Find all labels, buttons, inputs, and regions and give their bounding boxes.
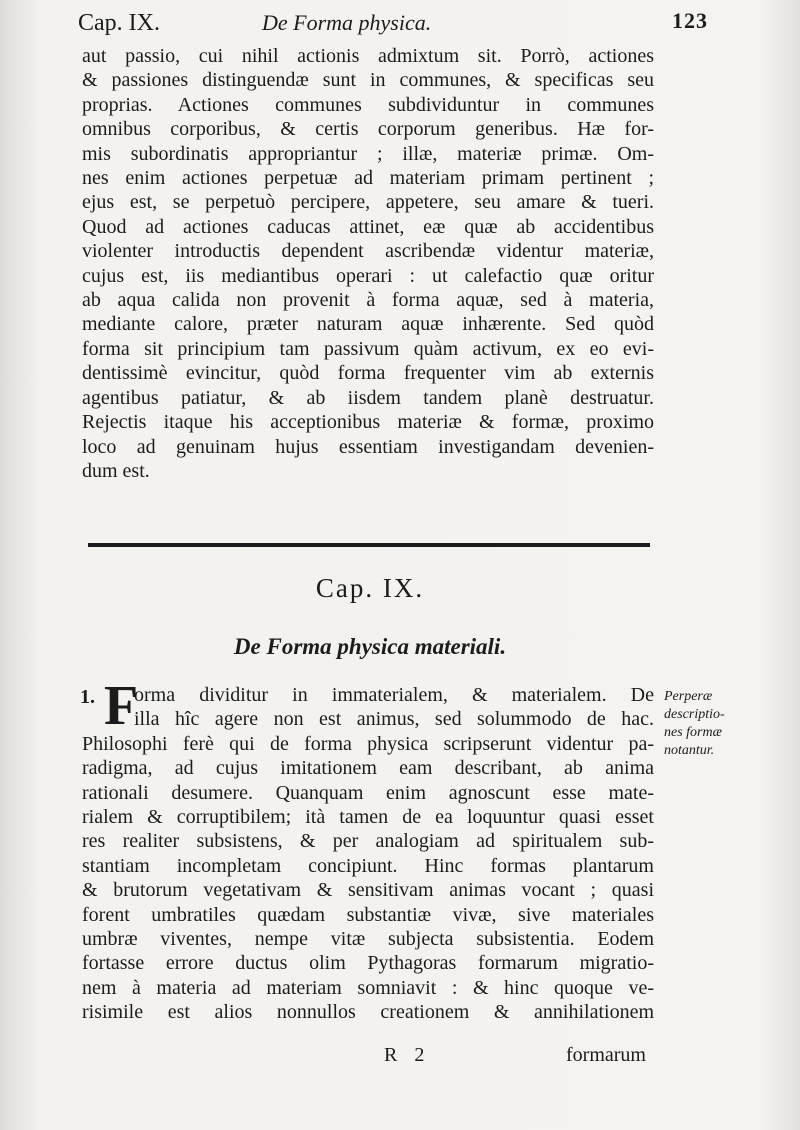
text-line: Philosophi ferè qui de forma physica scripserunt videntur pa-	[82, 732, 654, 755]
marginal-note-line: descriptio-	[664, 707, 725, 722]
text-line: fortasse errore ductus olim Pythagoras formarum migratio-	[82, 952, 654, 975]
text-line: Rejectis itaque his acceptionibus materiæ & formæ, proximo	[82, 411, 654, 434]
text-line: mis subordinatis appropriantur ; illæ, materiæ primæ. Om-	[82, 142, 654, 165]
text-line: ejus est, se perpetuò percipere, appetere, seu amare & tueri.	[82, 191, 654, 214]
section-title: De Forma physica materiali.	[233, 634, 507, 659]
text-line: stantiam incompletam concipiunt. Hinc formas plantarum	[82, 854, 654, 877]
paragraph-main	[82, 675, 654, 1025]
text-line: omnibus corporibus, & certis corporum generibus. Hæ for-	[82, 118, 654, 141]
text-line: ab aqua calida non provenit à forma aquæ, sed à materia,	[82, 289, 654, 312]
catchword: formarum	[566, 1044, 646, 1066]
chapter-divider-rule	[88, 543, 650, 547]
text-line: res realiter subsistens, & per analogiam ad spiritualem sub-	[82, 830, 654, 853]
text-line: nes enim actiones perpetuæ ad materiam primam pertinent ;	[82, 167, 654, 190]
text-line: dentissimè evincitur, quòd forma frequenter vim ab externis	[82, 362, 654, 385]
running-head-chapter: Cap. IX.	[78, 10, 160, 36]
text-line: rationali desumere. Quanquam enim agnoscunt esse mate-	[82, 781, 654, 804]
drop-cap: F	[104, 675, 139, 737]
text-line: umbræ viventes, nempe vitæ subjecta subsistentia. Eodem	[82, 928, 654, 951]
text-line: risimile est alios nonnullos creationem & annihilationem	[82, 1001, 654, 1024]
text-line: radigma, ad cujus imitationem eam describant, ab anima	[82, 757, 654, 780]
marginal-note	[664, 688, 744, 760]
text-line: violenter introductis dependent ascribendæ videntur materiæ,	[82, 240, 654, 263]
text-line: rialem & corruptibilem; ità tamen de ea loquuntur quasi esset	[82, 806, 654, 829]
text-line: & passiones distinguendæ sunt in communes, & specificas seu	[82, 69, 654, 92]
text-line: Quod ad actiones caducas attinet, eæ quæ ab accidentibus	[82, 215, 654, 238]
marginal-note-line: nes formæ	[664, 725, 722, 740]
text-line: forent umbratiles quædam substantiæ vivæ, sive materiales	[82, 903, 654, 926]
paragraph-number: 1.	[80, 686, 95, 708]
text-line: mediante calore, præter naturam aquæ inhærente. Sed quòd	[82, 313, 654, 336]
text-line: illa hîc agere non est animus, sed solummodo de hac.	[134, 708, 654, 731]
text-line: loco ad genuinam hujus essentiam investigandam devenien-	[82, 435, 654, 458]
running-head	[72, 8, 722, 42]
text-line: aut passio, cui nihil actionis admixtum sit. Porrò, actiones	[82, 45, 654, 67]
page-number: 123	[672, 8, 708, 33]
chapter-heading: Cap. IX.	[315, 573, 425, 603]
text-line: cujus est, iis mediantibus operari : ut calefactio quæ oritur	[82, 264, 654, 287]
paragraph-continued	[82, 44, 654, 483]
signature-mark: R 2	[384, 1044, 431, 1066]
marginal-note-line: Perperæ	[664, 689, 713, 704]
text-line: agentibus patiatur, & ab iisdem tandem planè destruatur.	[82, 386, 654, 409]
running-head-title: De Forma physica.	[262, 10, 432, 35]
text-line: orma dividitur in immaterialem, & materialem. De	[134, 684, 654, 706]
text-line: proprias. Actiones communes subdividuntur in communes	[82, 93, 654, 116]
text-line: dum est.	[82, 459, 150, 482]
marginal-note-line: notantur.	[664, 743, 715, 758]
text-line: nem à materia ad materiam somniavit : & hinc quoque ve-	[82, 976, 654, 999]
text-line: forma sit principium tam passivum quàm activum, ex eo evi-	[82, 337, 654, 360]
text-line: & brutorum vegetativam & sensitivam animas vocant ; quasi	[82, 879, 654, 902]
